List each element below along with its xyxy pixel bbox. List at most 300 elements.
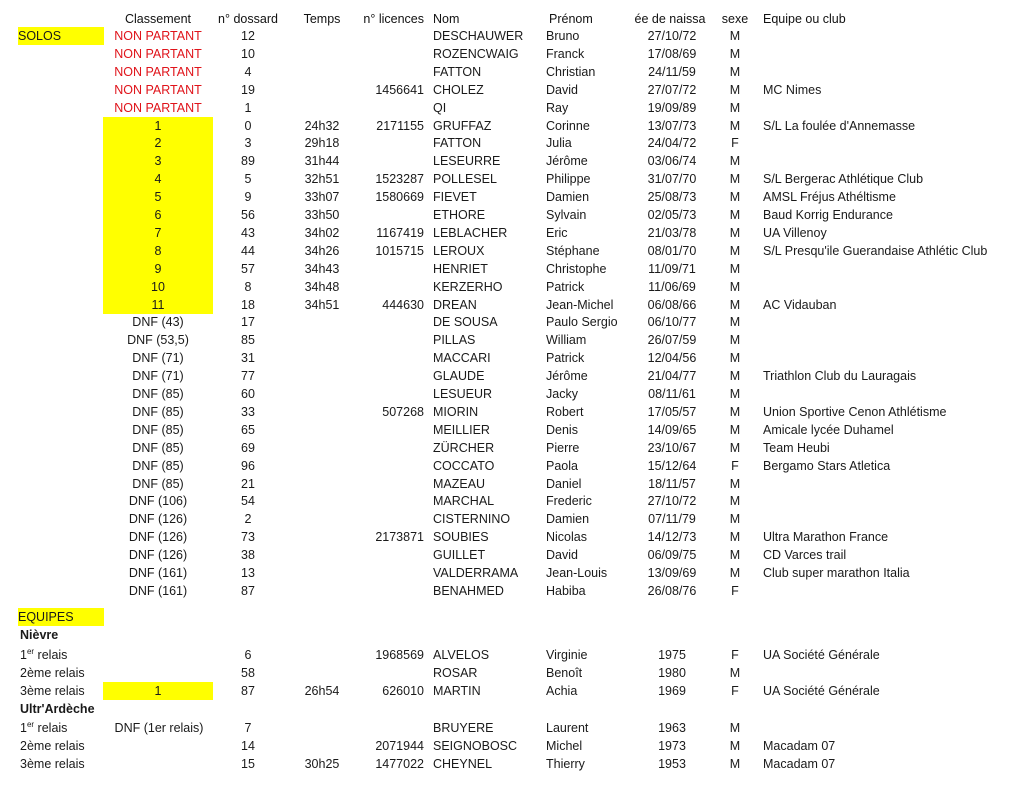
rank-cell: 1: [103, 117, 213, 135]
rank-cell: DNF (53,5): [127, 333, 189, 348]
sexe-cell: M: [729, 566, 741, 580]
table-row: [0, 664, 1024, 682]
table-row: [0, 755, 1024, 773]
dossard-cell: 6: [244, 648, 252, 662]
dossard-cell: 43: [241, 225, 255, 240]
prenom-cell: Denis: [546, 422, 578, 437]
prenom-cell: David: [546, 82, 578, 97]
nom-cell: LESUEUR: [433, 387, 493, 401]
nom-cell: GLAUDE: [433, 369, 485, 384]
nom-cell: KERZERHO: [433, 279, 503, 294]
time-cell: [290, 457, 354, 475]
time-cell: [290, 385, 354, 403]
prenom-cell: Benoît: [546, 666, 583, 680]
sexe-cell: M: [729, 404, 741, 419]
sexe-cell: M: [729, 64, 741, 79]
time-cell: [290, 564, 354, 582]
time-cell: 34h02: [304, 225, 340, 240]
dossard-cell: 21: [241, 476, 255, 491]
club-cell: Club super marathon Italia: [763, 566, 910, 580]
prenom-cell: Stéphane: [546, 243, 600, 258]
birthdate-cell: 17/05/57: [647, 404, 697, 419]
dossard-cell: 89: [241, 154, 255, 169]
prenom-cell: Sylvain: [546, 208, 587, 222]
relay-label-sup: er: [26, 719, 35, 729]
rank-cell: DNF (126): [128, 548, 188, 563]
birthdate-cell: 1975: [658, 648, 686, 662]
table-row: [0, 492, 1024, 510]
prenom-cell: Nicolas: [546, 530, 587, 545]
prenom-cell: David: [546, 548, 578, 563]
licence-cell: [354, 564, 424, 582]
licence-cell: 2171155: [376, 118, 424, 133]
time-cell: [290, 737, 354, 755]
nom-cell: ETHORE: [433, 208, 486, 222]
club-cell: [763, 664, 1023, 682]
club-cell: MC Nimes: [763, 82, 822, 97]
dossard-cell: 44: [241, 243, 255, 258]
team-name-nievre: Nièvre: [20, 628, 59, 642]
table-row: [0, 99, 1024, 117]
club-cell: S/L Bergerac Athlétique Club: [763, 172, 924, 187]
sexe-cell: M: [729, 29, 741, 43]
sexe-cell: F: [731, 684, 739, 698]
rank-cell: 10: [103, 278, 213, 296]
dossard-cell: 10: [241, 46, 255, 61]
licence-cell: [354, 278, 424, 296]
solos-section-label: SOLOS: [18, 27, 104, 45]
nom-cell: DESCHAUWER: [433, 29, 524, 43]
time-cell: 33h07: [304, 190, 340, 205]
header-dossard: n° dossard: [218, 12, 278, 26]
rank-cell: DNF (43): [132, 315, 184, 330]
dossard-cell: 87: [241, 583, 255, 598]
header-nom: Nom: [433, 12, 460, 26]
prenom-cell: Paulo Sergio: [546, 315, 618, 330]
birthdate-cell: 31/07/70: [647, 172, 697, 187]
table-row: [0, 45, 1024, 63]
birthdate-cell: 21/04/77: [647, 369, 697, 384]
licence-cell: [354, 99, 424, 117]
birthdate-cell: 13/07/73: [647, 118, 697, 133]
nom-cell: PILLAS: [433, 333, 476, 348]
club-cell: CD Varces trail: [763, 548, 847, 563]
rank-cell: DNF (85): [132, 387, 184, 401]
licence-cell: 1456641: [375, 82, 424, 97]
sexe-cell: M: [729, 494, 741, 509]
time-cell: [290, 349, 354, 367]
sexe-cell: M: [729, 261, 741, 276]
birthdate-cell: 23/10/67: [647, 440, 697, 455]
birthdate-cell: 06/08/66: [647, 297, 697, 312]
prenom-cell: Jacky: [546, 387, 578, 401]
nom-cell: MEILLIER: [433, 422, 490, 437]
table-row: [0, 564, 1024, 582]
rank-cell: 2: [103, 134, 213, 152]
rank-cell: DNF (71): [132, 351, 184, 366]
time-cell: 34h51: [304, 297, 340, 312]
birthdate-cell: 1973: [658, 739, 686, 753]
birthdate-cell: 24/11/59: [648, 64, 696, 79]
sexe-cell: M: [729, 297, 741, 312]
table-row: [0, 546, 1024, 564]
birthdate-cell: 15/12/64: [647, 458, 697, 473]
dossard-cell: 8: [244, 279, 252, 294]
rank-cell: DNF (85): [132, 422, 184, 437]
prenom-cell: Achia: [546, 684, 578, 698]
licence-cell: [354, 260, 424, 278]
sexe-cell: F: [731, 583, 739, 598]
relay-label: [20, 737, 106, 755]
equipes-section-row: [0, 608, 1024, 626]
licence-cell: [354, 367, 424, 385]
dossard-cell: 73: [241, 530, 255, 545]
time-cell: 31h44: [304, 154, 340, 169]
dossard-cell: 13: [241, 566, 255, 580]
table-row: [0, 403, 1024, 421]
table-row: [0, 27, 1024, 45]
sexe-cell: M: [729, 190, 741, 205]
table-row: [0, 278, 1024, 296]
licence-cell: 507268: [382, 404, 424, 419]
time-cell: [290, 403, 354, 421]
club-cell: [763, 99, 1023, 117]
rank-cell: 6: [103, 206, 213, 224]
prenom-cell: William: [546, 333, 587, 348]
equipes-section-label: EQUIPES: [18, 608, 104, 626]
nom-cell: DE SOUSA: [433, 315, 498, 330]
dossard-cell: 31: [241, 351, 255, 366]
club-cell: [763, 510, 1023, 528]
licence-cell: [354, 421, 424, 439]
club-cell: Macadam 07: [763, 739, 836, 753]
birthdate-cell: 26/08/76: [647, 583, 697, 598]
nom-cell: LESEURRE: [433, 154, 501, 169]
licence-cell: 2173871: [375, 530, 424, 545]
relay-label-main: 3ème relais: [20, 684, 85, 698]
time-cell: 24h32: [304, 118, 340, 133]
table-row: [0, 313, 1024, 331]
licence-cell: [354, 331, 424, 349]
rank-cell: DNF (126): [128, 530, 188, 545]
club-cell: [763, 582, 1023, 600]
prenom-cell: Robert: [546, 404, 584, 419]
time-cell: [290, 45, 354, 63]
prenom-cell: Jérôme: [546, 369, 588, 384]
prenom-cell: Jérôme: [546, 154, 588, 169]
relay-label: [20, 719, 106, 737]
dossard-cell: 57: [241, 261, 255, 276]
birthdate-cell: 27/10/72: [647, 494, 697, 509]
licence-cell: [354, 719, 424, 737]
rank-cell: 1: [103, 682, 213, 700]
rank-cell: [103, 664, 213, 682]
sexe-cell: M: [729, 512, 741, 527]
rank-cell: DNF (1er relais): [114, 721, 204, 735]
prenom-cell: Damien: [546, 190, 590, 205]
nom-cell: COCCATO: [433, 458, 495, 473]
dossard-cell: 18: [241, 297, 255, 312]
prenom-cell: Eric: [546, 225, 568, 240]
club-cell: AC Vidauban: [763, 297, 837, 312]
time-cell: 33h50: [304, 208, 340, 222]
time-cell: [290, 664, 354, 682]
prenom-cell: Jean-Michel: [546, 297, 614, 312]
licence-cell: 1015715: [375, 243, 424, 258]
birthdate-cell: 06/10/77: [647, 315, 697, 330]
rank-cell: 7: [103, 224, 213, 242]
time-cell: [290, 367, 354, 385]
table-row: [0, 367, 1024, 385]
prenom-cell: Patrick: [546, 279, 585, 294]
birthdate-cell: 27/10/72: [647, 29, 697, 43]
table-row: [0, 349, 1024, 367]
time-cell: [290, 331, 354, 349]
relay-label-rest: relais: [34, 721, 68, 735]
rank-cell: 8: [103, 242, 213, 260]
nom-cell: ROZENCWAIG: [433, 46, 519, 61]
table-row: [0, 242, 1024, 260]
time-cell: [290, 81, 354, 99]
sexe-cell: M: [729, 666, 741, 680]
nom-cell: VALDERRAMA: [433, 566, 519, 580]
prenom-cell: Julia: [546, 136, 572, 151]
sexe-cell: M: [729, 225, 741, 240]
birthdate-cell: 14/12/73: [647, 530, 697, 545]
licence-cell: [354, 349, 424, 367]
club-cell: UA Villenoy: [763, 225, 827, 240]
table-row: [0, 475, 1024, 493]
club-cell: Team Heubi: [763, 440, 830, 455]
dossard-cell: 77: [241, 369, 255, 384]
rank-cell: NON PARTANT: [114, 64, 202, 79]
dossard-cell: 38: [241, 548, 255, 563]
nom-cell: LEBLACHER: [433, 225, 508, 240]
time-cell: [290, 492, 354, 510]
birthdate-cell: 24/04/72: [647, 136, 697, 151]
time-cell: 29h18: [304, 136, 340, 151]
sexe-cell: M: [729, 243, 741, 258]
sexe-cell: M: [729, 118, 741, 133]
licence-cell: [354, 664, 424, 682]
table-row: [0, 188, 1024, 206]
licence-cell: [354, 206, 424, 224]
relay-label-main: 1: [20, 721, 27, 735]
dossard-cell: 9: [244, 190, 252, 205]
dossard-cell: 65: [241, 422, 255, 437]
sexe-cell: M: [729, 721, 741, 735]
nom-cell: FIEVET: [433, 190, 477, 205]
sexe-cell: M: [729, 369, 741, 384]
birthdate-cell: 1980: [658, 666, 686, 680]
time-cell: [290, 313, 354, 331]
licence-cell: [354, 313, 424, 331]
nom-cell: LEROUX: [433, 243, 485, 258]
birthdate-cell: 18/11/57: [648, 476, 696, 491]
dossard-cell: 87: [241, 684, 255, 698]
licence-cell: 626010: [382, 684, 424, 698]
licence-cell: [354, 439, 424, 457]
nom-cell: ALVELOS: [433, 648, 490, 662]
rank-cell: NON PARTANT: [114, 46, 202, 61]
sexe-cell: M: [729, 208, 741, 222]
rank-cell: [103, 737, 213, 755]
club-cell: [763, 260, 1023, 278]
header-sexe: sexe: [721, 12, 749, 26]
table-row: [0, 646, 1024, 664]
time-cell: [290, 719, 354, 737]
licence-cell: 2071944: [375, 739, 424, 753]
sexe-cell: M: [729, 387, 741, 401]
rank-cell: NON PARTANT: [114, 29, 202, 43]
header-row: [0, 10, 1024, 28]
birthdate-cell: 02/05/73: [647, 208, 697, 222]
nom-cell: GUILLET: [433, 548, 486, 563]
dossard-cell: 7: [244, 721, 252, 735]
sexe-cell: M: [729, 333, 741, 348]
nom-cell: ZÜRCHER: [433, 440, 495, 455]
birthdate-cell: 06/09/75: [647, 548, 697, 563]
nom-cell: MACCARI: [433, 351, 491, 366]
prenom-cell: Patrick: [546, 351, 585, 366]
club-cell: S/L La foulée d'Annemasse: [763, 118, 916, 133]
club-cell: AMSL Fréjus Athéltisme: [763, 190, 896, 205]
time-cell: [290, 63, 354, 81]
licence-cell: [354, 582, 424, 600]
nom-cell: MIORIN: [433, 404, 479, 419]
prenom-cell: Jean-Louis: [546, 566, 608, 580]
team-ultrardeche-row: [0, 700, 1024, 718]
birthdate-cell: 08/11/61: [648, 387, 696, 401]
licence-cell: 1968569: [375, 648, 424, 662]
birthdate-cell: 25/08/73: [647, 190, 697, 205]
time-cell: [290, 546, 354, 564]
nom-cell: DREAN: [433, 297, 477, 312]
club-cell: [763, 385, 1023, 403]
club-cell: [763, 63, 1023, 81]
time-cell: 30h25: [304, 757, 340, 771]
birthdate-cell: 07/11/79: [648, 512, 696, 527]
club-cell: Amicale lycée Duhamel: [763, 422, 894, 437]
rank-cell: [103, 755, 213, 773]
dossard-cell: 15: [241, 757, 255, 771]
table-row: [0, 682, 1024, 700]
team-nievre-row: [0, 626, 1024, 644]
rank-cell: DNF (161): [128, 566, 188, 580]
club-cell: [763, 313, 1023, 331]
birthdate-cell: 11/06/69: [648, 279, 696, 294]
club-cell: [763, 278, 1023, 296]
licence-cell: [354, 63, 424, 81]
prenom-cell: Daniel: [546, 476, 582, 491]
sexe-cell: M: [729, 440, 741, 455]
sexe-cell: M: [729, 82, 741, 97]
nom-cell: HENRIET: [433, 261, 488, 276]
licence-cell: 1477022: [375, 757, 424, 771]
rank-cell: DNF (85): [132, 440, 184, 455]
sexe-cell: M: [729, 154, 741, 169]
dossard-cell: 58: [241, 666, 255, 680]
time-cell: 34h48: [304, 279, 340, 294]
team-name-ultrardeche: Ultr'Ardèche: [20, 702, 95, 716]
birthdate-cell: 17/08/69: [647, 46, 697, 61]
club-cell: [763, 134, 1023, 152]
header-club: Equipe ou club: [763, 12, 846, 26]
club-cell: Union Sportive Cenon Athlétisme: [763, 404, 947, 419]
dossard-cell: 0: [244, 118, 252, 133]
rank-cell: DNF (85): [132, 404, 184, 419]
club-cell: UA Société Générale: [763, 648, 880, 662]
relay-label-main: 2ème relais: [20, 666, 85, 680]
club-cell: [763, 349, 1023, 367]
prenom-cell: Christian: [546, 64, 596, 79]
sexe-cell: M: [729, 757, 741, 771]
prenom-cell: Michel: [546, 739, 583, 753]
nom-cell: SOUBIES: [433, 530, 489, 545]
dossard-cell: 69: [241, 440, 255, 455]
rank-cell: 3: [103, 152, 213, 170]
table-row: [0, 296, 1024, 314]
rank-cell: DNF (106): [128, 494, 188, 509]
birthdate-cell: 1969: [658, 684, 686, 698]
table-row: [0, 260, 1024, 278]
table-row: [0, 719, 1024, 737]
table-row: [0, 737, 1024, 755]
prenom-cell: Habiba: [546, 583, 586, 598]
dossard-cell: 4: [244, 64, 252, 79]
dossard-cell: 56: [241, 208, 255, 222]
header-naissance: ée de naissa: [634, 12, 706, 26]
time-cell: [290, 27, 354, 45]
birthdate-cell: 12/04/56: [647, 351, 697, 366]
relay-label-sup: er: [26, 646, 35, 656]
prenom-cell: Frederic: [546, 494, 592, 509]
rank-cell: [103, 646, 213, 664]
prenom-cell: Thierry: [546, 757, 585, 771]
nom-cell: GRUFFAZ: [433, 118, 492, 133]
sexe-cell: M: [729, 315, 741, 330]
nom-cell: BRUYERE: [433, 721, 494, 735]
nom-cell: FATTON: [433, 136, 482, 151]
dossard-cell: 19: [241, 82, 255, 97]
nom-cell: FATTON: [433, 64, 482, 79]
table-row: [0, 385, 1024, 403]
birthdate-cell: 19/09/89: [647, 100, 697, 115]
birthdate-cell: 1953: [658, 757, 686, 771]
club-cell: Bergamo Stars Atletica: [763, 458, 891, 473]
licence-cell: [354, 457, 424, 475]
relay-label-main: 2ème relais: [20, 739, 85, 753]
prenom-cell: Philippe: [546, 172, 591, 187]
table-row: [0, 439, 1024, 457]
club-cell: Triathlon Club du Lauragais: [763, 369, 917, 384]
nom-cell: CHEYNEL: [433, 757, 493, 771]
relay-label: [20, 682, 106, 700]
nom-cell: POLLESEL: [433, 172, 497, 187]
sexe-cell: F: [731, 648, 739, 662]
rank-cell: DNF (161): [128, 583, 188, 598]
sexe-cell: M: [729, 46, 741, 61]
club-cell: [763, 27, 1023, 45]
dossard-cell: 14: [241, 739, 255, 753]
relay-label-main: 3ème relais: [20, 757, 85, 771]
club-cell: UA Société Générale: [763, 684, 880, 698]
prenom-cell: Franck: [546, 46, 585, 61]
header-classement: Classement: [125, 12, 191, 26]
licence-cell: [354, 510, 424, 528]
dossard-cell: 5: [244, 172, 252, 187]
birthdate-cell: 26/07/59: [647, 333, 697, 348]
